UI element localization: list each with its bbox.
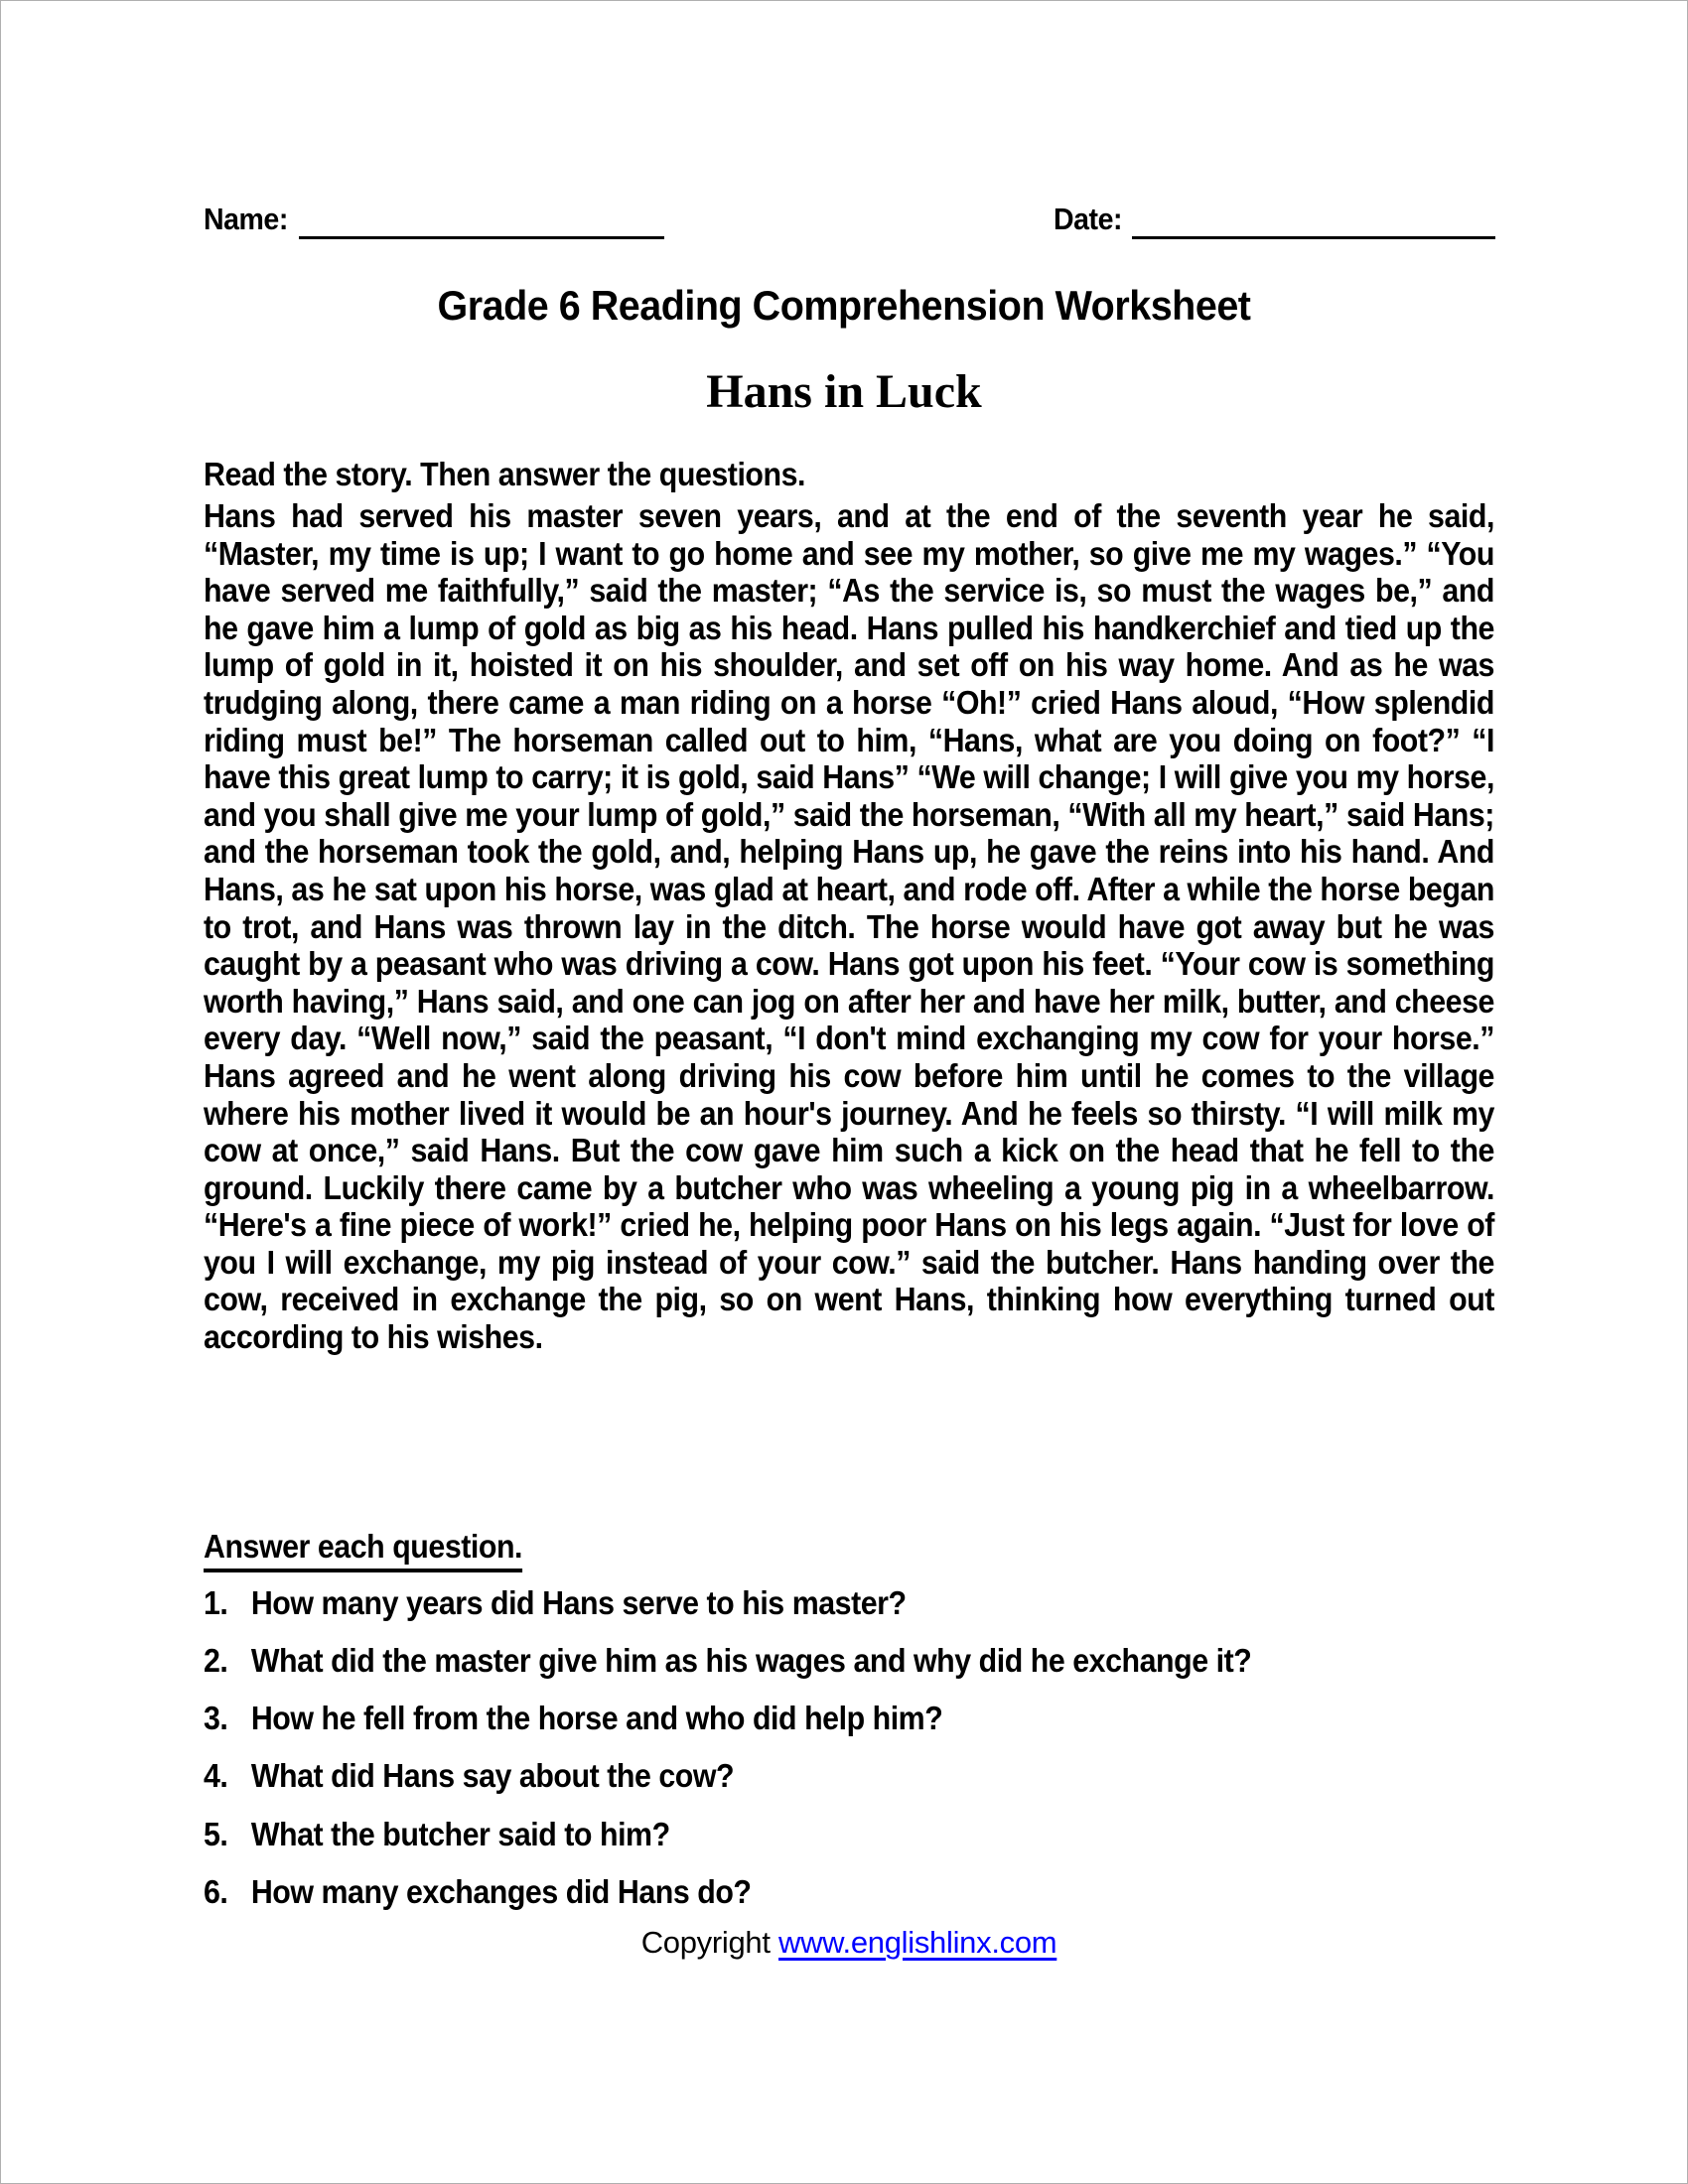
- worksheet-title: Grade 6 Reading Comprehension Worksheet: [437, 282, 1251, 329]
- instructions-text: Read the story. Then answer the questions.: [204, 456, 806, 492]
- question-text: What did Hans say about the cow?: [250, 1757, 735, 1794]
- copyright-label: Copyright: [640, 1925, 778, 1960]
- name-label: Name:: [204, 202, 288, 236]
- question-item: [204, 1642, 1528, 1680]
- question-item: [204, 1584, 1528, 1622]
- question-item: [204, 1757, 1528, 1795]
- question-text: How he fell from the horse and who did help him?: [250, 1700, 943, 1736]
- copyright-link[interactable]: www.englishlinx.com: [778, 1925, 1057, 1960]
- date-label: Date:: [1054, 202, 1123, 236]
- question-number: 3.: [204, 1700, 228, 1736]
- question-item: [204, 1700, 1528, 1737]
- question-text: What the butcher said to him?: [250, 1816, 670, 1852]
- question-text: How many years did Hans serve to his master?: [250, 1584, 907, 1621]
- question-item: [204, 1816, 1528, 1853]
- question-number: 1.: [204, 1584, 228, 1621]
- question-number: 5.: [204, 1816, 228, 1852]
- question-number: 4.: [204, 1757, 228, 1794]
- question-item: [204, 1873, 1528, 1911]
- story-text: Hans had served his master seven years, and at the end of the seventh year he said, “Master, my time is up; I want to go home and see my mother, so give me my wages.” “You have served me faithfully,” said the master; “As the service is, so must the wages be,” and he gave him a lump of gold as big as his head. Hans pulled his handkerchief and tied up the lump of gold in it, hoisted it on his shoulder, and set off on his way home. And as he was trudging along, there came a man riding on a horse “Oh!” cried Hans aloud, “How splendid riding must be!” The horseman called out to him, “Hans, what are you doing on foot?” “I have this great lump to carry; it is gold, said Hans” “We will change; I will give you my horse, and you shall give me your lump of gold,” said the horseman, “With all my heart,” said Hans; and the horseman took the gold, and, helping Hans up, he gave the reins into his hand. And Hans, as he sat upon his horse, was glad at heart, and rode off. After a while the horse began to trot, and Hans was thrown lay in the ditch. The horse would have got away but he was caught by a peasant who was driving a cow. Hans got upon his feet. “Your cow is something worth having,” Hans said, and one can jog on after her and have her milk, butter, and cheese every day. “Well now,” said the peasant, “I don't mind exchanging my cow for your horse.” Hans agreed and he went along driving his cow before him until he comes to the village where his mother lived it would be an hour's journey. And he feels so thirsty. “I will milk my cow at once,” said Hans. But the cow gave him such a kick on the head that he fell to the ground. Luckily there came by a butcher who was wheeling a young pig in a wheelbarrow. “Here's a fine piece of work!” cried he, helping poor Hans on his legs again. “Just for love of you I will exchange, my pig instead of your cow.” said the butcher. Hans handing over the cow, received in exchange the pig, so on went Hans, thinking how everything turned out according to his wishes.: [204, 497, 1494, 1356]
- name-fill-line[interactable]: [299, 199, 664, 239]
- question-number: 2.: [204, 1642, 228, 1679]
- question-number: 6.: [204, 1873, 228, 1910]
- question-text: How many exchanges did Hans do?: [250, 1873, 752, 1910]
- question-text: What did the master give him as his wages and why did he exchange it?: [250, 1642, 1252, 1679]
- story-title: Hans in Luck: [706, 365, 982, 418]
- name-field-group: [204, 198, 664, 239]
- answer-heading-wrap: [204, 1528, 522, 1572]
- copyright-line: [204, 1925, 1494, 1961]
- date-fill-line[interactable]: [1132, 199, 1495, 239]
- answer-heading: Answer each question.: [204, 1528, 522, 1572]
- date-field-group: [1054, 198, 1495, 239]
